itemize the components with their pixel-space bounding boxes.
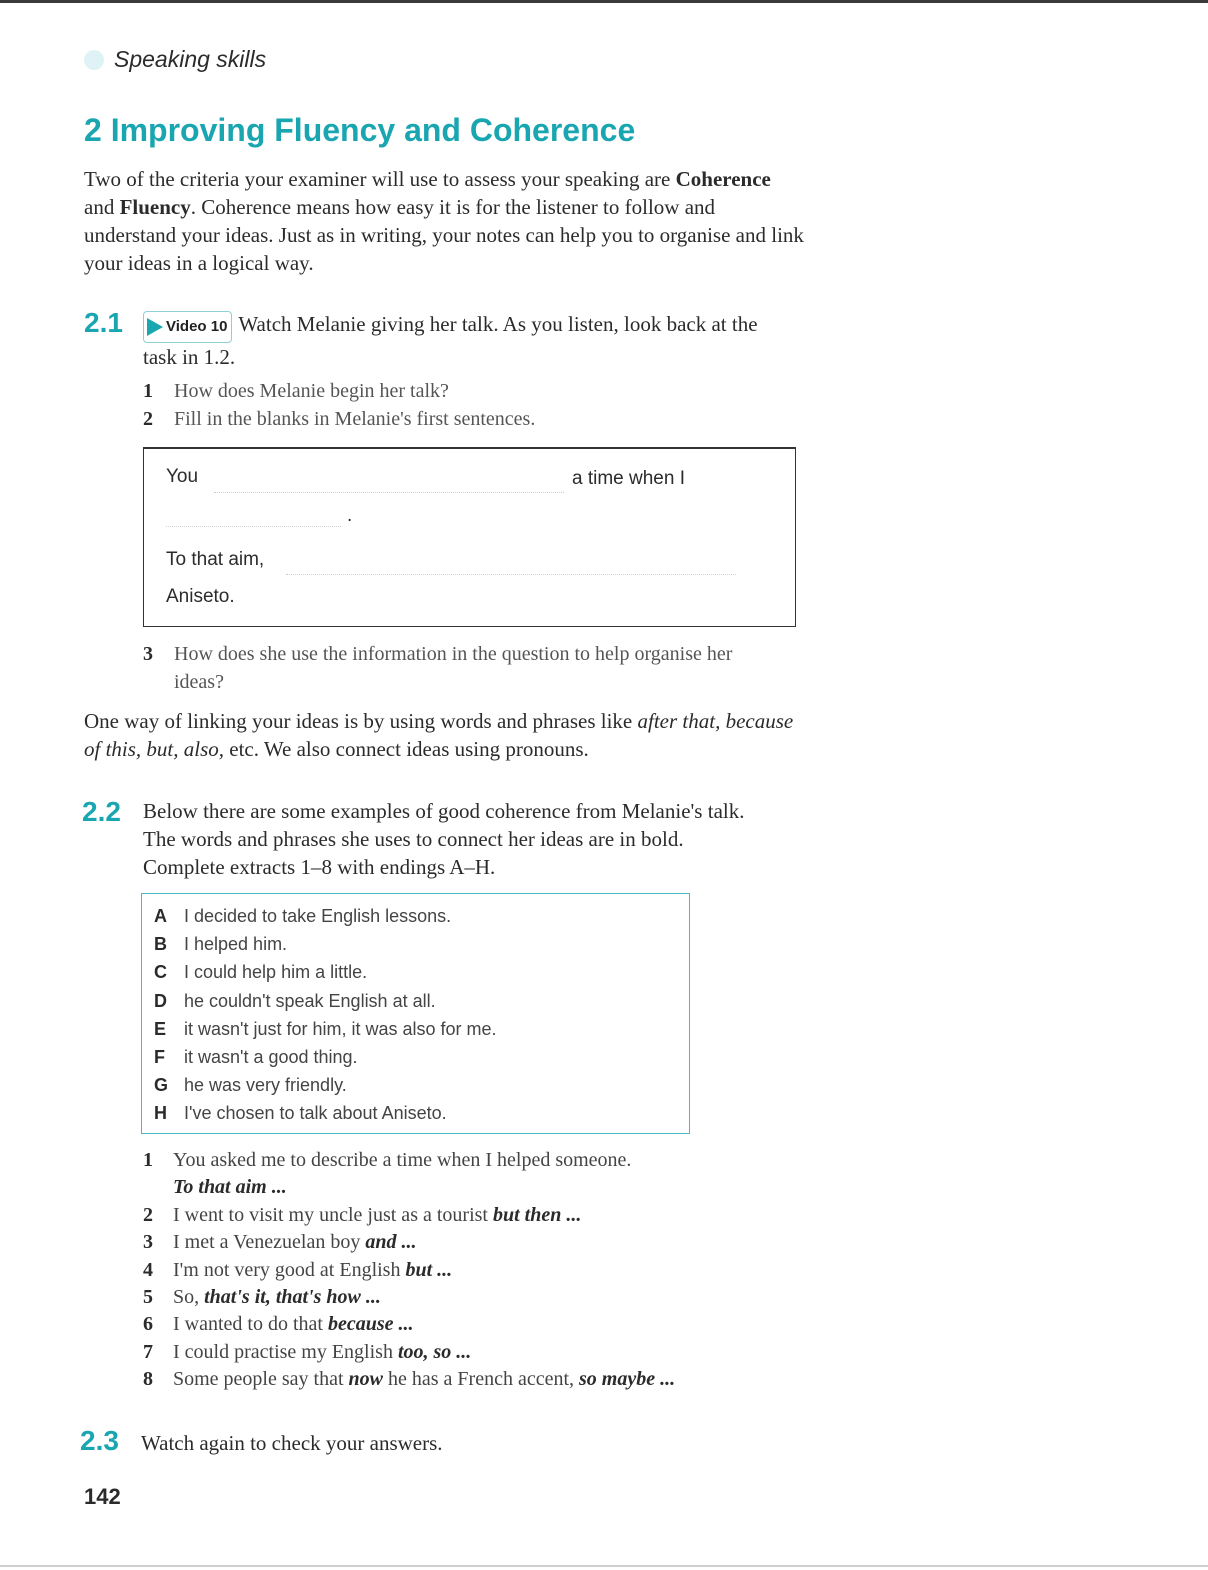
questions-1-2: [143, 377, 783, 433]
extract-link-words: too, so ...: [397, 1340, 472, 1363]
exercise-2-2-number: 2.2: [82, 796, 121, 827]
ending-item: [154, 1071, 689, 1099]
extract-number: 8: [143, 1368, 153, 1391]
extract-text: I went to visit my uncle just as a tourist: [173, 1203, 488, 1226]
linking-paragraph: [84, 707, 804, 763]
extract-text: You asked me to describe a time when I helped someone.: [173, 1149, 632, 1171]
question-number: 2: [143, 408, 153, 430]
intro-bold-coherence: Coherence: [675, 167, 771, 191]
extract-text: So,: [173, 1286, 200, 1309]
ending-letter: G: [154, 1075, 169, 1096]
section-label-text: Speaking skills: [114, 46, 267, 72]
ending-letter: A: [154, 906, 167, 926]
box-period: .: [347, 505, 353, 526]
intro-paragraph: [84, 165, 804, 277]
ending-text: I decided to take English lessons.: [184, 906, 452, 926]
question-text: Fill in the blanks in Melanie's first sentences.: [174, 408, 536, 430]
intro-bold-fluency: Fluency: [119, 195, 191, 219]
ending-letter: B: [154, 934, 167, 955]
extract-item: [143, 1202, 675, 1229]
extract-item: [143, 1311, 675, 1338]
instruction-text: Watch Melanie giving her talk. As you listen, look back at the task in 1.2.: [143, 312, 758, 369]
exercise-2-1-instruction: [143, 310, 783, 371]
exercise-2-1-number: 2.1: [84, 307, 123, 338]
question-number: 1: [143, 380, 153, 402]
question-text: How does Melanie begin her talk?: [174, 380, 449, 402]
ending-text: he was very friendly.: [184, 1075, 347, 1096]
ending-text: he couldn't speak English at all.: [184, 990, 436, 1011]
extract-link-words: that's it, that's how ...: [204, 1286, 381, 1309]
ending-text: I've chosen to talk about Aniseto.: [184, 1103, 447, 1124]
extract-text: I could practise my English: [173, 1340, 393, 1363]
extract-link-words: but ...: [405, 1258, 453, 1281]
bottom-rule: [0, 1565, 1208, 1567]
endings-box: [141, 893, 690, 1134]
extract-number: 3: [143, 1231, 153, 1254]
extract-link-words: now: [348, 1368, 383, 1391]
extract-link-words: because ...: [327, 1313, 414, 1336]
extract-number: 2: [143, 1203, 153, 1226]
ending-letter: C: [154, 962, 167, 983]
extract-link-words: so maybe ...: [579, 1368, 676, 1391]
ending-text: I could help him a little.: [184, 962, 368, 983]
blank-line-1[interactable]: [214, 492, 564, 493]
extract-item: [143, 1229, 675, 1256]
question-item: [143, 640, 783, 696]
ending-letter: E: [154, 1018, 167, 1039]
linking-text-1: One way of linking your ideas is by using words and phrases like: [84, 709, 638, 733]
fill-in-box: [143, 447, 796, 627]
question-number: 3: [143, 643, 153, 665]
question-item: [143, 377, 783, 405]
endings-list: [142, 894, 689, 1128]
extract-text: I wanted to do that: [173, 1313, 323, 1336]
ending-letter: H: [154, 1103, 167, 1124]
ending-text: it wasn't just for him, it was also for me.: [184, 1018, 497, 1039]
extract-item: [143, 1257, 675, 1284]
extract-number: 1: [143, 1149, 153, 1171]
ending-text: it wasn't a good thing.: [184, 1047, 358, 1068]
ending-item: [154, 930, 689, 958]
top-rule: [0, 0, 1208, 3]
box-aniseto: Aniseto.: [166, 586, 235, 607]
exercise-2-3-instruction: Watch again to check your answers.: [141, 1431, 443, 1455]
extracts-list: [143, 1147, 675, 1394]
extract-number: 7: [143, 1340, 153, 1363]
ending-text: I helped him.: [184, 934, 288, 955]
extract-text: Some people say that: [173, 1368, 344, 1391]
section-label: [88, 46, 266, 73]
extract-item: [143, 1366, 675, 1393]
extract-number: 5: [143, 1286, 153, 1309]
ending-item: [154, 902, 689, 930]
extract-link-words: but then ...: [492, 1203, 582, 1226]
extract-link-words: To that aim ...: [173, 1176, 287, 1199]
extract-text: I'm not very good at English: [173, 1258, 401, 1281]
box-time-when: a time when I: [572, 468, 685, 489]
ending-letter: F: [154, 1047, 165, 1068]
linking-italic-examples: after that, because of this, but, also,: [84, 709, 794, 761]
box-you: You: [166, 466, 199, 487]
blank-line-2[interactable]: [166, 526, 341, 527]
ending-item: [154, 1099, 689, 1127]
page-title: 2 Improving Fluency and Coherence: [84, 112, 636, 148]
extract-text: I met a Venezuelan boy: [173, 1231, 361, 1254]
ending-item: [154, 1043, 689, 1071]
intro-text-1: Two of the criteria your examiner will use to assess your speaking are: [84, 167, 676, 191]
linking-text-2: etc. We also connect ideas using pronouns.: [224, 737, 589, 761]
intro-text-2: and: [84, 195, 120, 219]
video-10-button[interactable]: [143, 311, 232, 343]
ending-item: [154, 987, 689, 1015]
extract-number: 6: [143, 1313, 153, 1336]
extract-item: [143, 1147, 675, 1202]
ending-item: [154, 1015, 689, 1043]
question-text: How does she use the information in the question to help organise her ideas?: [174, 643, 733, 693]
ending-item: [154, 958, 689, 986]
extract-text: he has a French accent,: [388, 1368, 575, 1391]
intro-text-3: . Coherence means how easy it is for the listener to follow and understand your ideas. Just as in writing, your notes can help you to organise and link your ideas in a logical way.: [84, 195, 804, 275]
exercise-2-3-number: 2.3: [80, 1425, 119, 1456]
question-item: [143, 405, 783, 433]
extract-item: [143, 1284, 675, 1311]
video-label: Video 10: [166, 318, 228, 335]
box-to-that-aim: To that aim,: [166, 549, 265, 570]
play-icon: [147, 318, 163, 336]
page-number: 142: [84, 1484, 121, 1509]
blank-line-3[interactable]: [286, 574, 736, 575]
extract-item: [143, 1339, 675, 1366]
extract-number: 4: [143, 1258, 153, 1281]
section-dot-icon: [84, 50, 104, 70]
exercise-2-2-instruction: Below there are some examples of good coherence from Melanie's talk. The words and phrases she uses to connect her ideas are in bold. Complete extracts 1–8 with endings A–H.: [143, 799, 745, 879]
extract-link-words: and ...: [365, 1231, 417, 1254]
question-3: [143, 640, 783, 696]
ending-letter: D: [154, 990, 167, 1011]
